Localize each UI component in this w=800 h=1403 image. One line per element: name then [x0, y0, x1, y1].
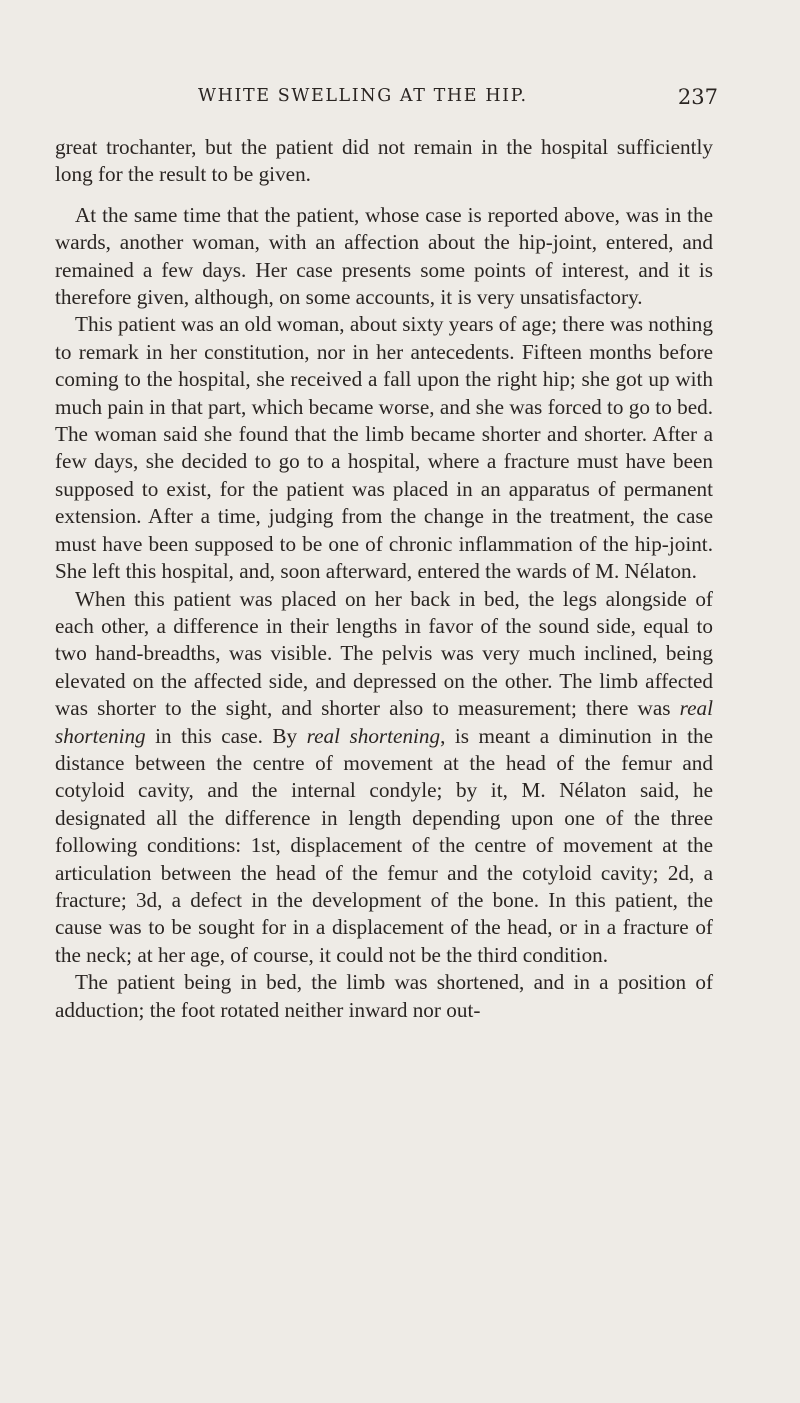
body-text [55, 134, 713, 1024]
italic-term-real-shortening-2: real shortening [306, 723, 441, 748]
paragraph-patient-history: This patient was an old woman, about sixty years of age; there was nothing to remark in her constitution, nor in her antecedents. Fifteen months before coming to the hospital, she received a fall upon the right hip; she got up with much pain in that part, which became worse, and she was forced to go to bed. The woman said she found that the limb became shorter and shorter. After a few days, she decided to go to a hospital, where a fracture must have been supposed to exist, for the patient was placed in an apparatus of permanent extension. After a time, judging from the change in the treatment, the case must have been supposed to be one of chronic inflammation of the hip-joint. She left this hospital, and, soon afterward, entered the wards of M. Nélaton. [55, 312, 713, 584]
paragraph-examination [55, 586, 713, 970]
page-number: 237 [677, 85, 718, 109]
examination-text-3: , is meant a diminution in the distance between the centre of movement at the head of the femur and cotyloid cavity, and the internal condyle; by it, M. Nélaton said, he designated all the difference in length depending upon one of the three following conditions: 1st, displacement of the centre of movement at the articulation between the head of the femur and the cotyloid cavity; 2d, a fracture; 3d, a defect in the development of the bone. In this patient, the cause was to be sought for in a displacement of the head, or in a fracture of the neck; at her age, of course, it could not be the third condition. [55, 723, 714, 967]
paragraph-position: The patient being in bed, the limb was shortened, and in a position of adduction; the foot rotated neither inward nor out- [55, 970, 713, 1022]
running-head [0, 86, 800, 114]
paragraph-continuation: great trochanter, but the patient did not remain in the hospital sufficiently long for the result to be given. [55, 135, 713, 187]
examination-text-1: When this patient was placed on her back in bed, the legs alongside of each other, a difference in their lengths in favor of the sound side, equal to two hand-breadths, was visible. The pelvis was very much inclined, being elevated on the affected side, and depressed on the other. The limb affected was shorter to the sight, and shorter also to measurement; there was [55, 586, 713, 721]
examination-text-2: in this case. By [145, 723, 307, 748]
paragraph-second-case-intro: At the same time that the patient, whose case is reported above, was in the wards, another woman, with an affection about the hip-joint, entered, and remained a few days. Her case presents some points of interest, and it is therefore given, although, on some accounts, it is very unsatisfactory. [55, 202, 713, 310]
italic-term-real-shortening: real shortening [55, 696, 713, 748]
running-title: WHITE SWELLING AT THE HIP. [198, 86, 528, 106]
